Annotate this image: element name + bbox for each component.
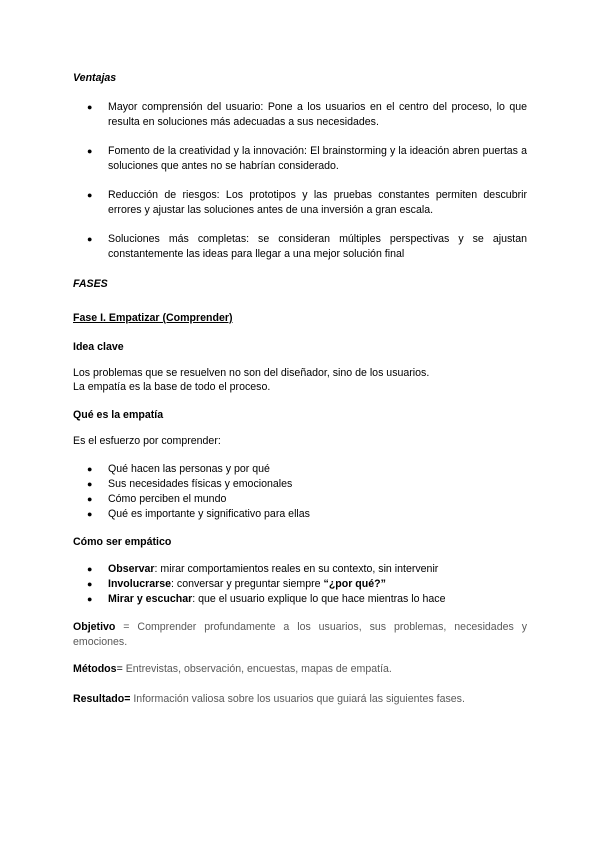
item-text: : mirar comportamientos reales en su contexto, sin intervenir: [154, 563, 439, 575]
list-item: ● Soluciones más completas: se consideran múltiples perspectivas y se ajustan constantemente las ideas para llegar a una mejor solución final: [73, 232, 527, 262]
idea-clave-line-2: La empatía es la base de todo el proceso.: [73, 381, 271, 393]
empatico-heading: Cómo ser empático: [73, 536, 172, 548]
objetivo-paragraph: [73, 620, 527, 650]
item-text: : conversar y preguntar siempre: [171, 578, 324, 590]
empatia-list: [73, 462, 527, 522]
idea-clave-heading: Idea clave: [73, 341, 124, 353]
list-item: ● Mayor comprensión del usuario: Pone a los usuarios en el centro del proceso, lo que resulta en soluciones más adecuadas a sus necesidades.: [73, 100, 527, 130]
item-term: Involucrarse: [108, 578, 172, 590]
metodos-paragraph: [73, 662, 527, 677]
empatia-heading: Qué es la empatía: [73, 409, 164, 421]
item-text: : que el usuario explique lo que hace mientras lo hace: [192, 593, 446, 605]
list-item: ● Cómo perciben el mundo: [73, 492, 527, 507]
fases-heading: FASES: [73, 278, 108, 290]
fase1-title: Fase I. Empatizar (Comprender): [73, 312, 233, 324]
resultado-label: Resultado: [73, 693, 125, 705]
metodos-sep: =: [116, 663, 126, 675]
objetivo-sep: =: [115, 621, 138, 633]
item-term: Observar: [108, 563, 155, 575]
ventajas-list: [73, 100, 527, 276]
resultado-sep: =: [124, 693, 134, 705]
list-item: [73, 562, 527, 577]
list-item: ● Qué hacen las personas y por qué: [73, 462, 527, 477]
metodos-text: Entrevistas, observación, encuestas, mapas de empatía.: [125, 663, 392, 675]
list-item: ● Reducción de riesgos: Los prototipos y las pruebas constantes permiten descubrir errores y ajustar las soluciones antes de una inversión a gran escala.: [73, 188, 527, 218]
objetivo-text: Comprender profundamente a los usuarios, sus problemas, necesidades y emociones.: [73, 621, 527, 648]
list-item: ● Fomento de la creatividad y la innovación: El brainstorming y la ideación abren puertas a soluciones que antes no se habrían considerado.: [73, 144, 527, 174]
item-term: Mirar y escuchar: [108, 593, 193, 605]
empatico-list: [73, 562, 527, 607]
resultado-text: Información valiosa sobre los usuarios que guiará las siguientes fases.: [133, 693, 465, 705]
resultado-paragraph: [73, 692, 527, 707]
list-item: ● Qué es importante y significativo para ellas: [73, 507, 527, 522]
idea-clave-line-1: Los problemas que se resuelven no son del diseñador, sino de los usuarios.: [73, 367, 430, 379]
list-item: ● Sus necesidades físicas y emocionales: [73, 477, 527, 492]
item-emphasis: “¿por qué?”: [323, 578, 386, 590]
empatia-intro: Es el esfuerzo por comprender:: [73, 435, 221, 447]
list-item: [73, 592, 527, 607]
objetivo-label: Objetivo: [73, 621, 116, 633]
metodos-label: Métodos: [73, 663, 117, 675]
list-item: [73, 577, 527, 592]
ventajas-heading: Ventajas: [73, 72, 117, 84]
